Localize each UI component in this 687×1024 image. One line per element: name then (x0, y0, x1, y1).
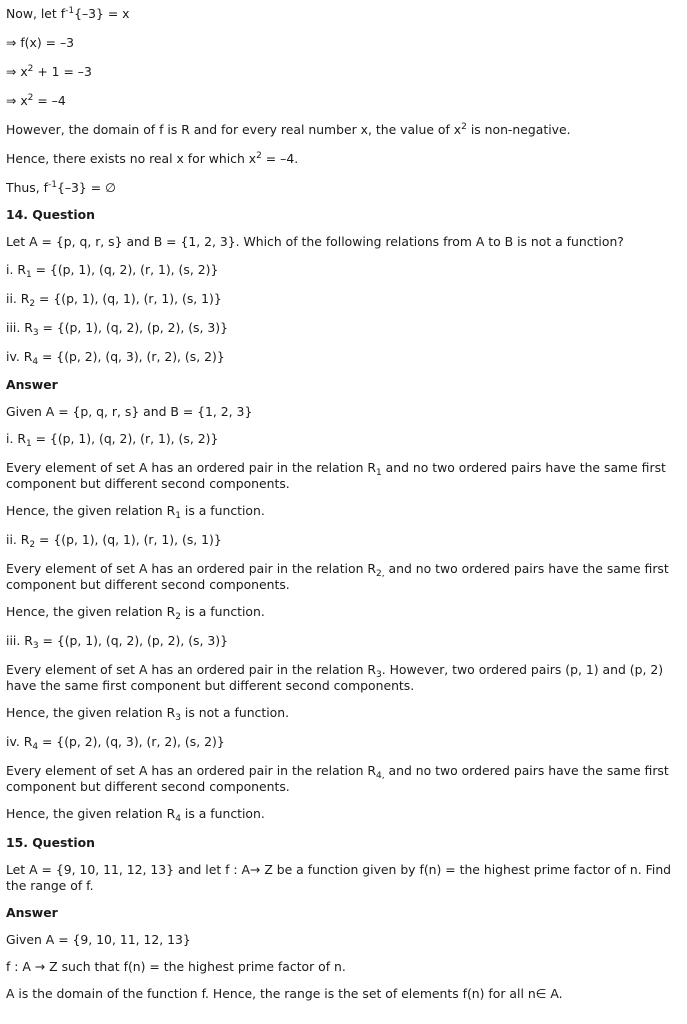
question-heading: 15. Question (6, 835, 95, 850)
option-item: ii. $R_2 = \{(p$, 1), (q, 1), (r, 1), (s, 1)} (6, 291, 222, 309)
relation-line: iii. $R_3 = \{(p$, 1), (q, 2), (p, 2), (s, 3)} (6, 633, 228, 651)
relation-line: i. $R_1 = \{(p$, 1), (q, 2), (r, 1), (s, 2)} (6, 431, 219, 449)
conclusion-text: Hence, the given relation $R_2$ is a function. (6, 604, 265, 622)
text-line: Now, let $f^{-1}\{-3\} = x$ (6, 6, 130, 21)
text-line: ⇒ $x^2 = -4$ (6, 93, 66, 108)
answer-text: Given A = {p, q, r, s} and B = {1, 2, 3} (6, 404, 253, 419)
conclusion-text: Hence, the given relation $R_1$ is a function. (6, 503, 265, 521)
text-line: ⇒ $x^2 + 1 = -3$ (6, 64, 92, 79)
conclusion-text: Hence, the given relation $R_4$ is a function. (6, 806, 265, 824)
question-text: Let A = {9, 10, 11, 12, 13} and let f : A→ Z be a function given by f(n) = the highest prime factor of n. Find the range of f. (6, 862, 672, 893)
question-heading: 14. Question (6, 207, 95, 222)
explanation-text: Every element of set A has an ordered pair in the relation $R_1$ and no two ordered pairs have the same first component but different second components. (6, 460, 666, 491)
text-line: However, the domain of f is R and for every real number x, the value of $x^2$ is non-negative. (6, 122, 571, 137)
conclusion-text: Hence, the given relation $R_3$ is not a function. (6, 705, 290, 723)
text-line: ⇒ f(x) = –3 (6, 35, 75, 50)
question-text: Let A = {p, q, r, s} and B = {1, 2, 3}. Which of the following relations from A to B is not a function? (6, 234, 624, 249)
relation-line: iv. $R_4 = \{(p$, 2), (q, 3), (r, 2), (s, 2)} (6, 734, 225, 752)
answer-text: Given A = {9, 10, 11, 12, 13} (6, 932, 191, 947)
answer-heading: Answer (6, 377, 58, 392)
answer-text: A is the domain of the function f. Hence, the range is the set of elements f(n) for all n∈ A. (6, 986, 563, 1001)
option-item: i. $R_1 = \{(p$, 1), (q, 2), (r, 1), (s, 2)} (6, 262, 219, 280)
option-item: iii. $R_3 = \{(p$, 1), (q, 2), (p, 2), (s, 3)} (6, 320, 228, 338)
answer-heading: Answer (6, 905, 58, 920)
explanation-text: Every element of set A has an ordered pair in the relation $R_{4,}$ and no two ordered pairs have the same first component but different second components. (6, 763, 669, 794)
answer-text: f : A → Z such that f(n) = the highest prime factor of n. (6, 959, 346, 974)
explanation-text: Every element of set A has an ordered pair in the relation $R_{2,}$ and no two ordered pairs have the same first component but different second components. (6, 561, 669, 592)
relation-line: ii. $R_2 = \{(p$, 1), (q, 1), (r, 1), (s, 1)} (6, 532, 222, 550)
option-item: iv. $R_4 = \{(p$, 2), (q, 3), (r, 2), (s, 2)} (6, 349, 225, 367)
explanation-text: Every element of set A has an ordered pair in the relation $R_3$. However, two ordered pairs (p, 1) and (p, 2) have the same first component but different second components. (6, 662, 664, 693)
text-line: Hence, there exists no real x for which $x^2 = -4$. (6, 151, 299, 166)
text-line: Thus, $f^{-1}\{-3\}$ = ∅ (6, 180, 116, 195)
